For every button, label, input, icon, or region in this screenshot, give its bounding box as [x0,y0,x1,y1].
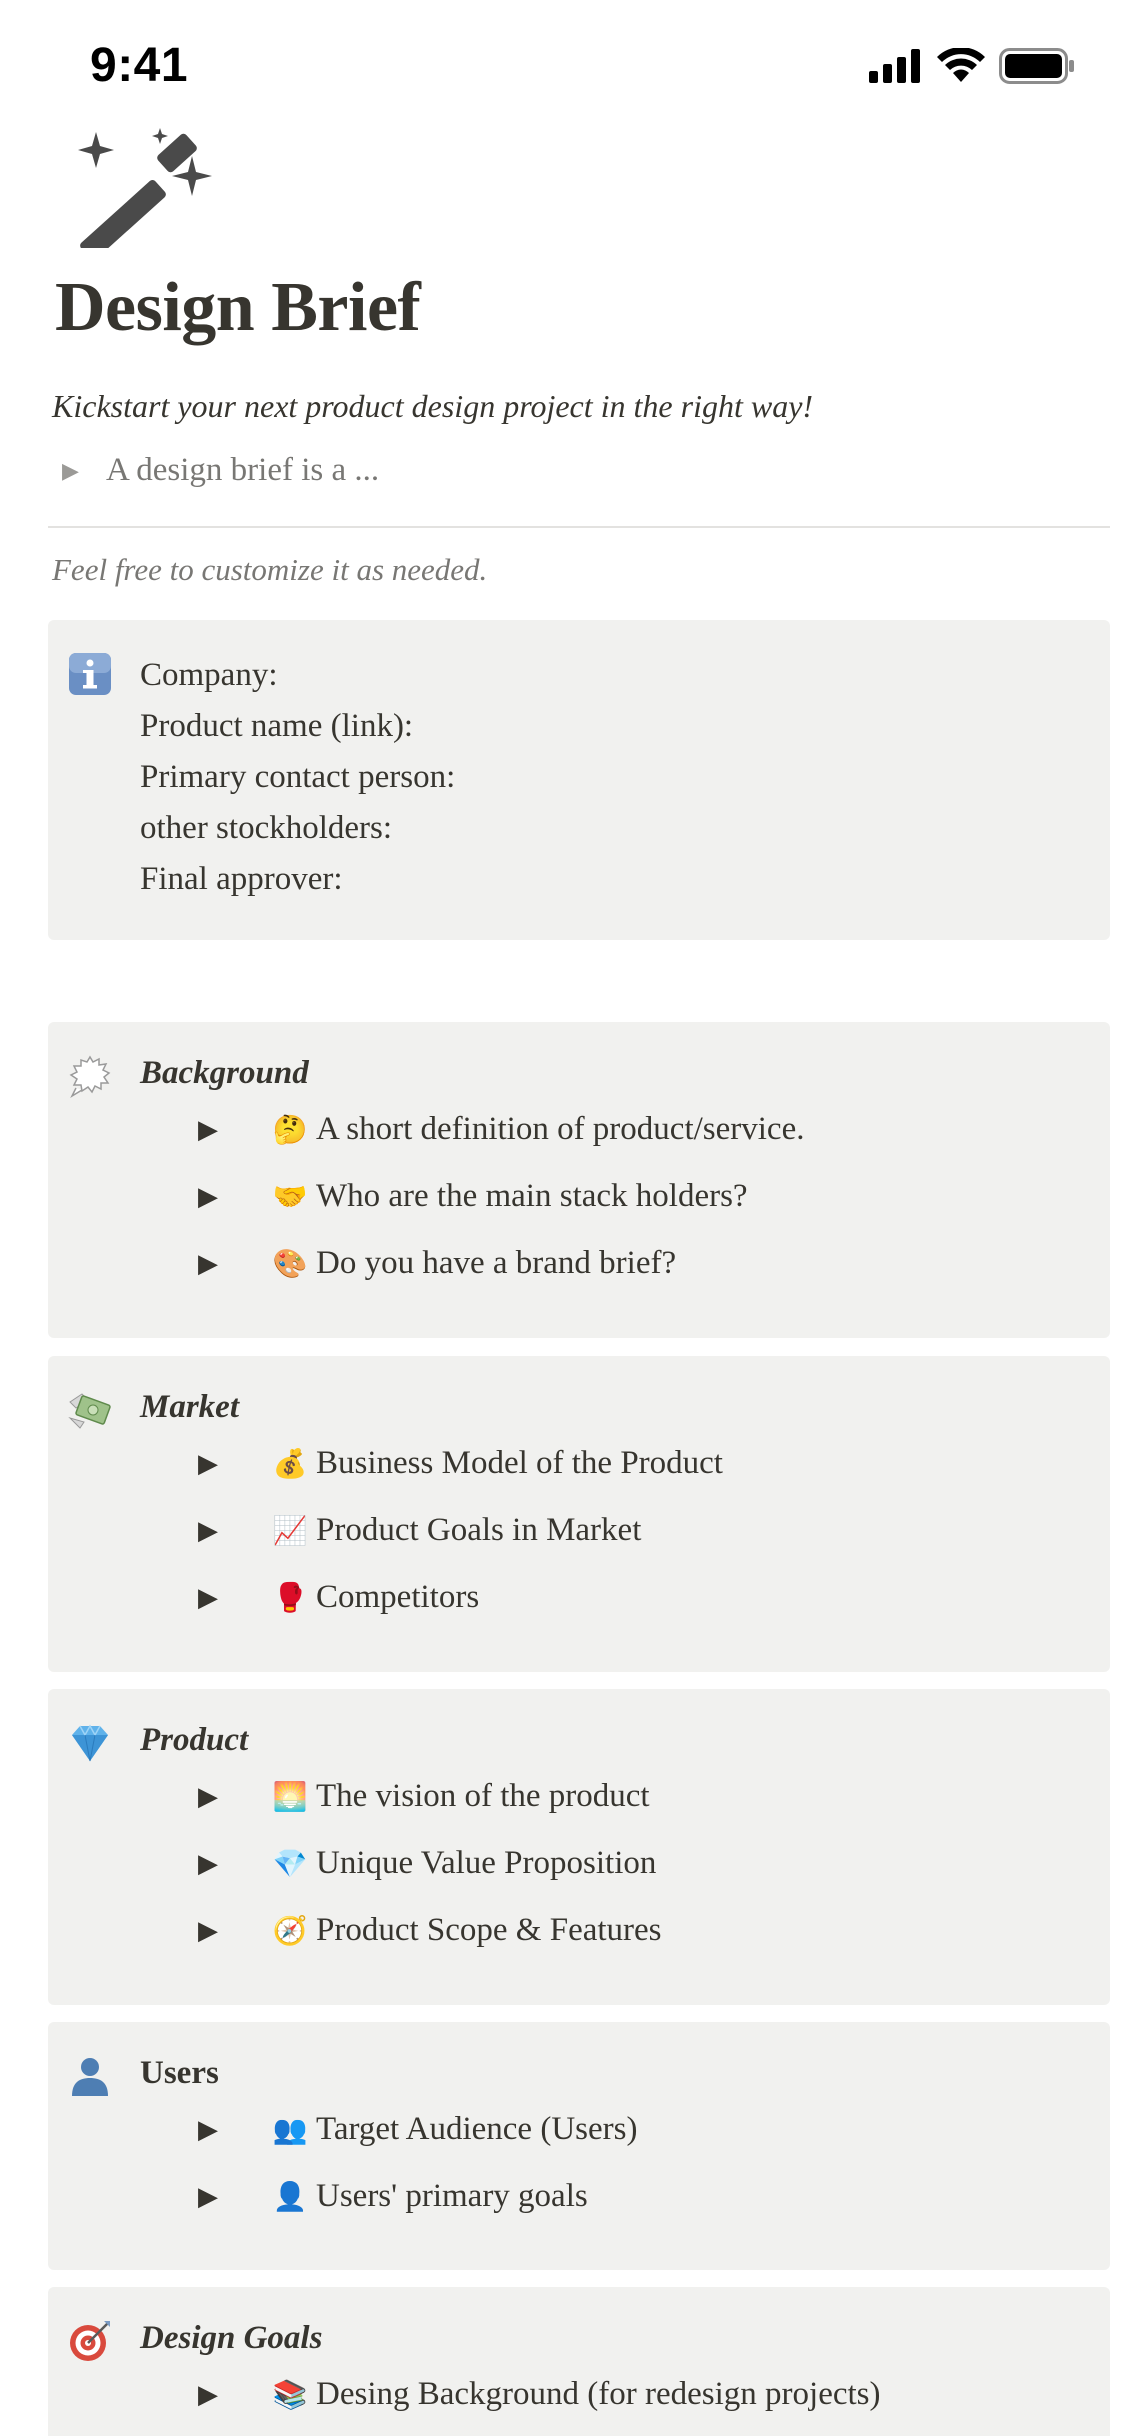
gem-stone-icon: 💎 [272,1848,308,1880]
users-icon: 👥 [272,2114,308,2146]
toggle-design-brief-definition[interactable] [52,452,379,489]
toggle-arrow-icon[interactable]: ▶ [198,2379,218,2409]
handshake-icon: 🤝 [272,1181,308,1213]
battery-icon [999,48,1075,84]
market-callout [48,1356,1110,1672]
compass-icon: 🧭 [272,1915,308,1947]
info-product-name[interactable]: Product name (link): [140,708,414,744]
page-subtitle: Kickstart your next product design project in the right way! [52,388,814,424]
toggle-item-label: Competitors [316,1579,480,1615]
status-icons [869,48,1075,84]
toggle-item-label: The vision of the product [316,1778,650,1814]
product-callout [48,1689,1110,2005]
target-icon [68,2319,112,2363]
toggle-arrow-icon[interactable]: ▶ [198,1915,218,1945]
info-stockholders[interactable]: other stockholders: [140,810,393,846]
toggle-arrow-icon[interactable]: ▶ [198,2181,218,2211]
toggle-item-label: Product Goals in Market [316,1512,642,1548]
toggle-label: A design brief is a ... [106,452,380,488]
customize-note: Feel free to customize it as needed. [52,552,488,587]
cellular-signal-icon [869,49,923,83]
status-time: 9:41 [90,39,189,92]
page-title[interactable]: Design Brief [55,269,421,346]
wifi-icon [937,48,985,84]
toggle-item[interactable] [140,2096,1090,2163]
toggle-arrow-icon[interactable]: ▶ [198,1515,218,1545]
info-primary-contact[interactable]: Primary contact person: [140,759,456,795]
toggle-item-label: Target Audience (Users) [316,2111,638,2147]
toggle-item-label: Desing Background (for redesign projects) [316,2376,881,2412]
toggle-item[interactable] [140,1897,1090,1964]
section-title-background[interactable]: Background [140,1055,309,1091]
magic-wand-icon[interactable] [62,128,222,248]
money-wings-icon [68,1388,112,1432]
palette-icon: 🎨 [272,1248,308,1280]
toggle-item-label: Users' primary goals [316,2178,588,2214]
toggle-item[interactable] [140,2361,1090,2428]
toggle-arrow-icon[interactable]: ▶ [198,1181,218,1211]
toggle-item-label: A short definition of product/service. [316,1111,805,1147]
books-icon: 📚 [272,2379,308,2411]
toggle-item[interactable] [140,2163,1090,2230]
section-title-market[interactable]: Market [140,1389,239,1425]
toggle-arrow-icon[interactable]: ▶ [198,1114,218,1144]
toggle-item-label: Who are the main stack holders? [316,1178,748,1214]
toggle-arrow-icon[interactable]: ▶ [198,1781,218,1811]
design-goals-callout [48,2287,1110,2436]
thinking-face-icon: 🤔 [272,1114,308,1146]
background-callout [48,1022,1110,1338]
section-title-product[interactable]: Product [140,1722,249,1758]
gem-icon [68,1721,112,1765]
toggle-arrow-icon[interactable]: ▶ [198,1248,218,1278]
info-company[interactable]: Company: [140,657,278,693]
sunrise-icon: 🌅 [272,1781,308,1813]
toggle-item-label: Do you have a brand brief? [316,1245,677,1281]
toggle-arrow-icon[interactable]: ▶ [198,1582,218,1612]
toggle-item-label: Product Scope & Features [316,1912,662,1948]
toggle-item[interactable] [140,1230,1090,1297]
section-title-design-goals[interactable]: Design Goals [140,2320,323,2356]
money-bag-icon: 💰 [272,1448,308,1480]
toggle-item[interactable] [140,1497,1090,1564]
divider [48,526,1110,528]
toggle-item[interactable] [140,1564,1090,1631]
user-icon: 👤 [272,2181,308,2213]
toggle-item[interactable] [140,1096,1090,1163]
toggle-item[interactable] [140,1830,1090,1897]
toggle-item-label: Business Model of the Product [316,1445,723,1481]
toggle-item[interactable] [140,1430,1090,1497]
speech-balloon-icon [68,1054,112,1098]
info-callout-body [140,650,1090,905]
info-icon [68,652,112,696]
toggle-arrow-icon[interactable]: ▶ [198,2114,218,2144]
info-final-approver[interactable]: Final approver: [140,861,343,897]
chart-increasing-icon: 📈 [272,1515,308,1547]
toggle-arrow-icon[interactable]: ▶ [198,1448,218,1478]
status-bar [0,0,1125,132]
toggle-arrow-icon[interactable]: ▶ [62,457,79,483]
users-callout [48,2022,1110,2270]
toggle-item-label: Unique Value Proposition [316,1845,657,1881]
info-callout [48,620,1110,940]
boxing-glove-icon: 🥊 [272,1582,308,1614]
section-title-users[interactable]: Users [140,2055,219,2091]
toggle-item[interactable] [140,1763,1090,1830]
toggle-arrow-icon[interactable]: ▶ [198,1848,218,1878]
user-silhouette-icon [68,2054,112,2098]
toggle-item[interactable] [140,1163,1090,1230]
